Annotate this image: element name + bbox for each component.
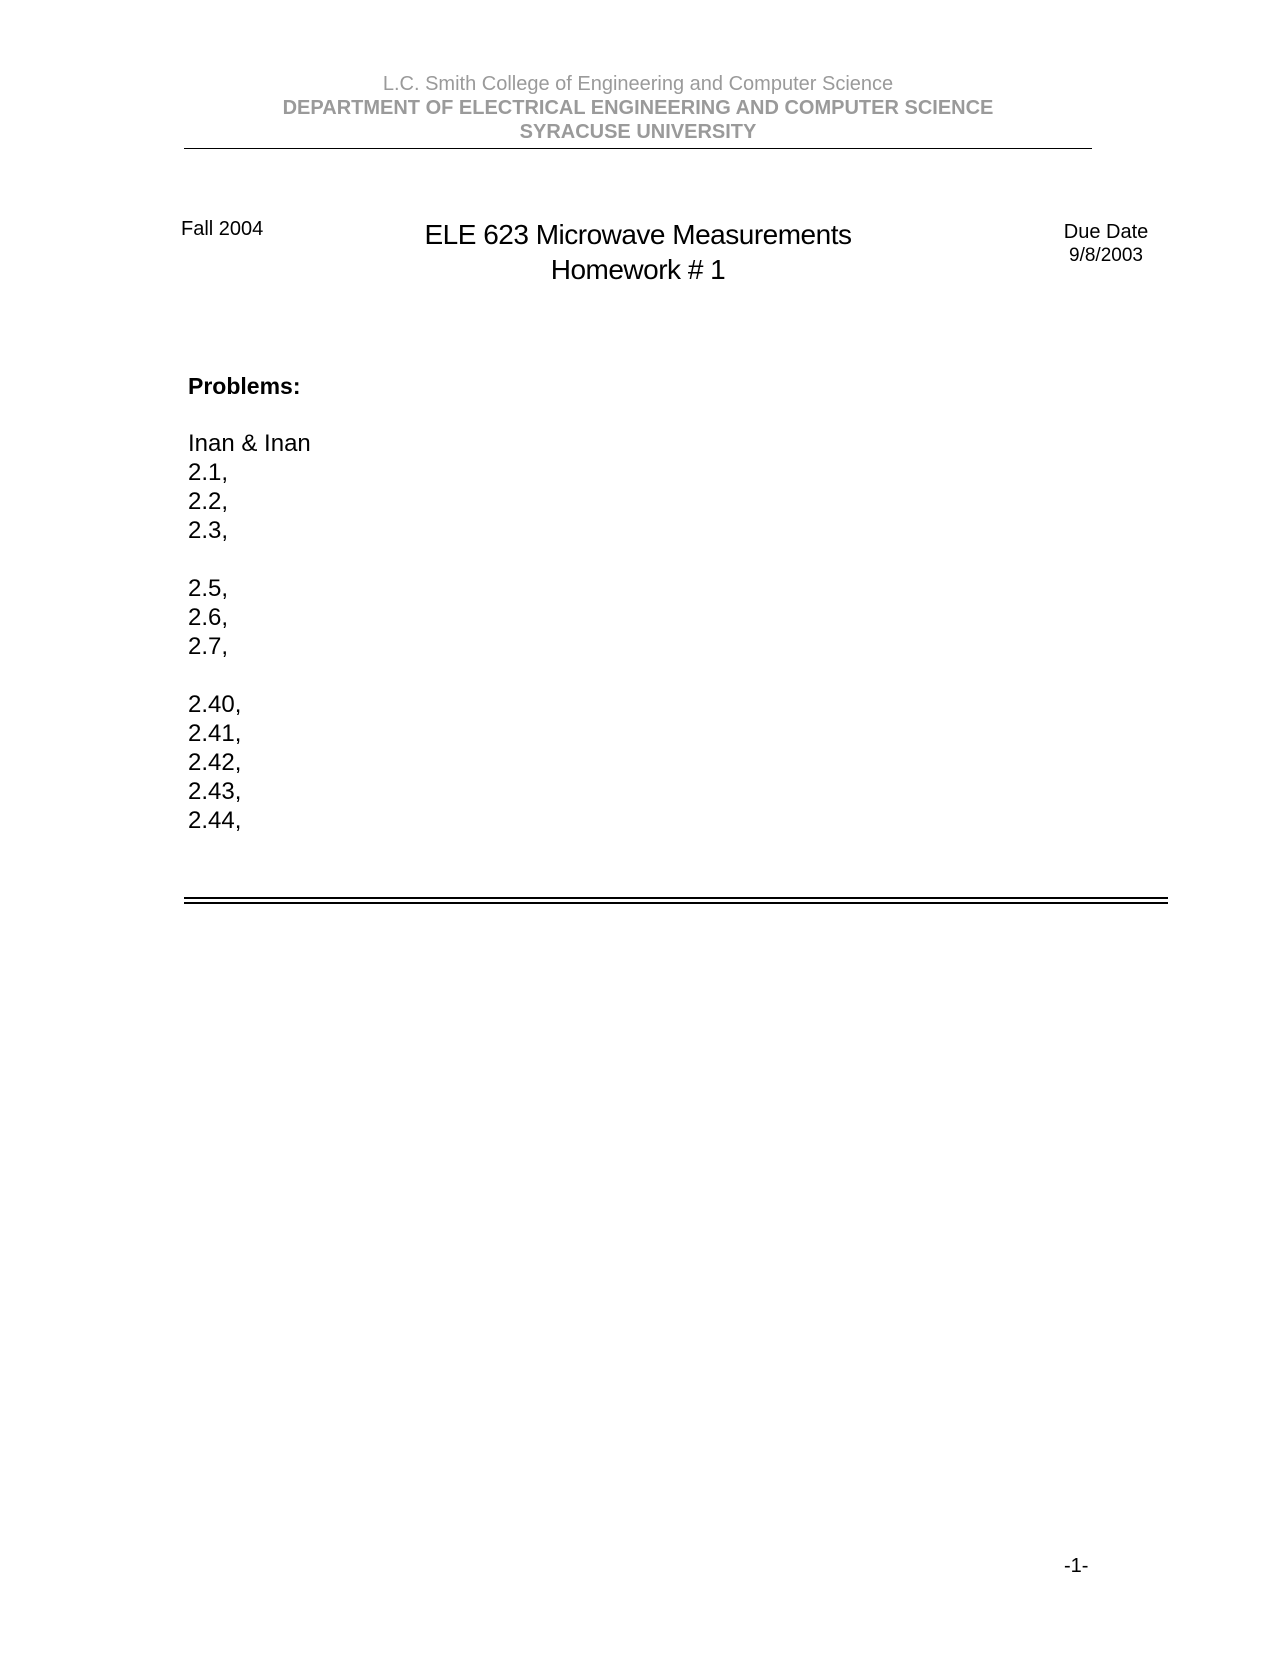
list-item: 2.3, [188, 517, 229, 544]
due-date-value: 9/8/2003 [1069, 245, 1143, 266]
university-name: SYRACUSE UNIVERSITY [519, 121, 757, 143]
section-divider [184, 897, 1168, 904]
term-label: Fall 2004 [181, 218, 264, 240]
page-number: -1- [1064, 1555, 1089, 1577]
list-spacer [188, 545, 311, 574]
assignment-title: Homework # 1 [550, 254, 726, 285]
header-divider [184, 148, 1092, 149]
list-item: 2.41, [188, 720, 242, 747]
list-spacer [188, 661, 311, 690]
course-title: ELE 623 Microwave Measurements [424, 219, 852, 250]
list-item: 2.40, [188, 691, 242, 718]
list-item: 2.1, [188, 459, 229, 486]
due-date-label: Due Date [1063, 221, 1149, 243]
problems-source: Inan & Inan [188, 430, 311, 457]
list-item: 2.2, [188, 488, 229, 515]
list-item: 2.43, [188, 778, 242, 805]
list-item: 2.5, [188, 575, 229, 602]
institution-header [184, 72, 1092, 144]
course-title-block [384, 217, 892, 287]
due-date-block [1040, 220, 1172, 268]
list-item: 2.7, [188, 633, 229, 660]
list-item: 2.42, [188, 749, 242, 776]
problems-list [188, 429, 311, 835]
department-name: DEPARTMENT OF ELECTRICAL ENGINEERING AND COMPUTER SCIENCE [282, 97, 994, 119]
problems-heading: Problems: [188, 373, 301, 399]
list-item: 2.6, [188, 604, 229, 631]
college-name: L.C. Smith College of Engineering and Computer Science [382, 73, 894, 95]
list-item: 2.44, [188, 807, 242, 834]
